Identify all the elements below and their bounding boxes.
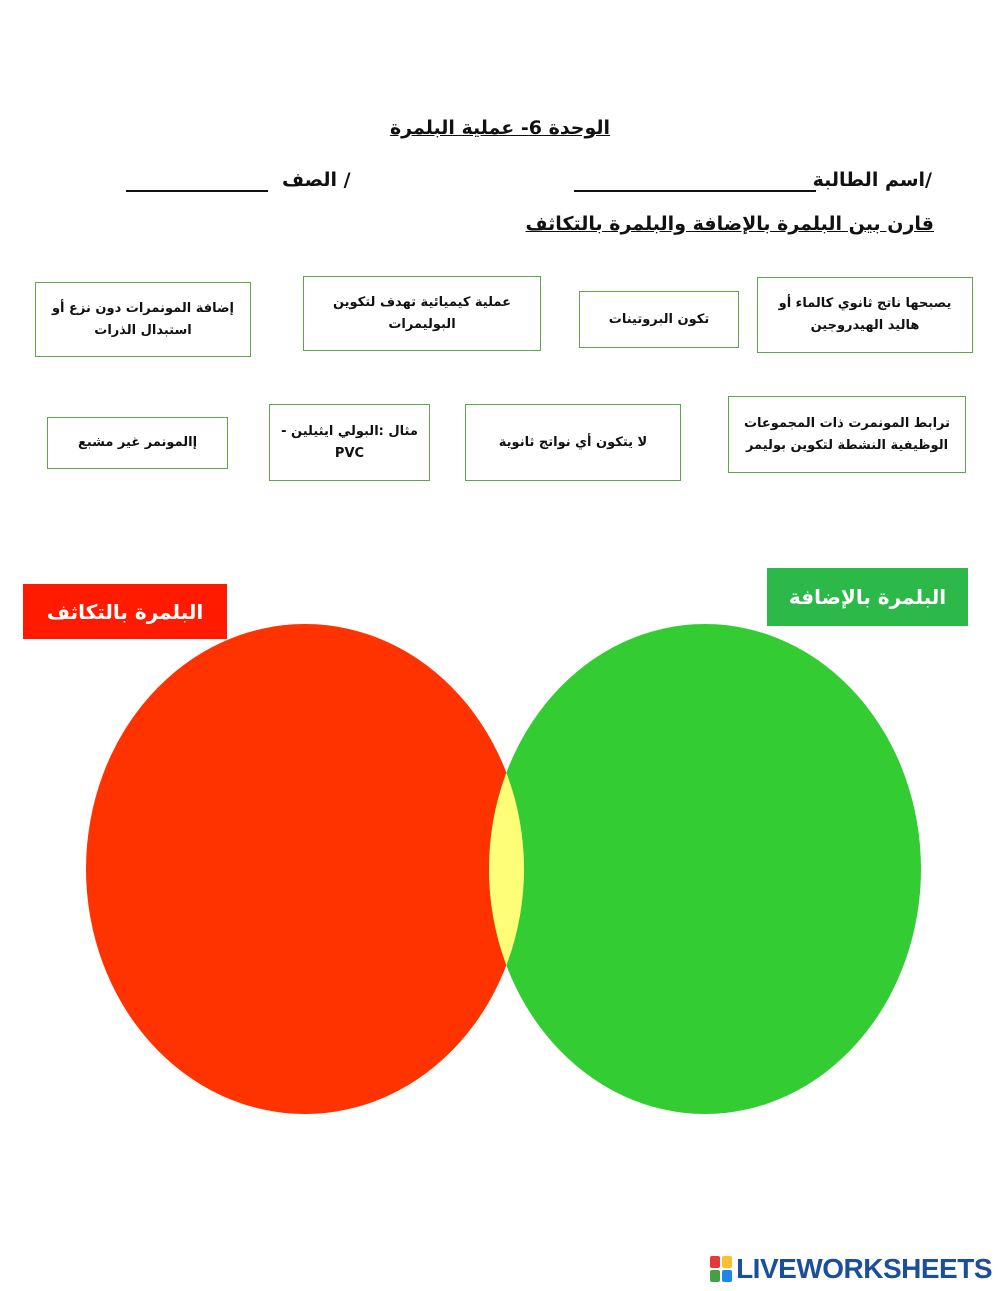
- brand-logo: [710, 1253, 992, 1285]
- page-title: الوحدة 6- عملية البلمرة: [389, 117, 611, 139]
- student-name-input[interactable]: [574, 190, 816, 192]
- brand-text: LIVEWORKSHEETS: [736, 1253, 992, 1284]
- card-condensation-byproduct[interactable]: [757, 277, 973, 353]
- card-text: إالمونمر غير مشبع: [77, 435, 198, 450]
- card-example-pvc[interactable]: [269, 404, 430, 481]
- card-chemical-process[interactable]: [303, 276, 541, 351]
- card-add-monomers[interactable]: [35, 282, 251, 357]
- condensation-label-text: البلمرة بالتكاثف: [46, 599, 204, 624]
- instruction-text: قارن بين البلمرة بالإضافة والبلمرة بالتكاثف: [525, 213, 934, 235]
- card-unsaturated-monomer[interactable]: [47, 417, 228, 469]
- card-text: إضافة المونمرات دون نزع أو استبدال الذرات: [51, 300, 235, 338]
- card-text: مثال :البولي ايثيلين - PVC: [281, 423, 418, 461]
- card-text: يصبحها ناتج ثانوي كالماء أو هاليد الهيدروجين: [778, 296, 952, 333]
- card-text: ترابط المونمرت ذات المجموعات الوظيفية النشطة لتكوين بوليمر: [743, 415, 951, 453]
- card-proteins[interactable]: [579, 291, 739, 348]
- card-text: تكون البروتينات: [608, 311, 710, 327]
- class-input[interactable]: [126, 190, 268, 192]
- card-no-byproducts[interactable]: [465, 404, 681, 481]
- card-text: لا يتكون أي نواتج ثانوية: [498, 434, 648, 450]
- liveworksheets-logo-icon: [710, 1256, 732, 1282]
- card-text: عملية كيميائية تهدف لتكوين البوليمرات: [332, 294, 512, 332]
- card-functional-groups[interactable]: [728, 396, 966, 473]
- class-label: الصف /: [282, 169, 351, 191]
- student-name-label: اسم الطالبة/: [812, 169, 932, 191]
- condensation-label: [23, 584, 227, 639]
- addition-label-text: البلمرة بالإضافة: [788, 585, 947, 609]
- addition-label: [767, 568, 968, 626]
- venn-left-circle[interactable]: [86, 624, 524, 1114]
- venn-right-circle[interactable]: [489, 624, 921, 1114]
